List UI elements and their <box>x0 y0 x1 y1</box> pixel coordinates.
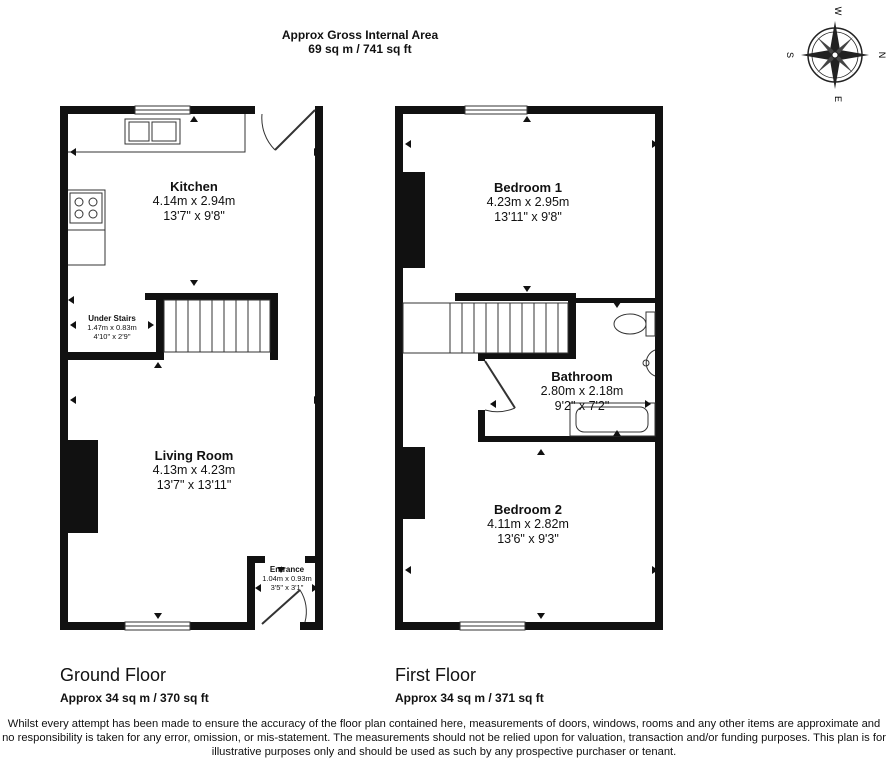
room-metric: 4.14m x 2.94m <box>152 194 236 208</box>
compass-letter-w: W <box>833 6 843 16</box>
first-floor-area: Approx 34 sq m / 371 sq ft <box>395 691 544 705</box>
room-imperial: 13'11" x 9'8" <box>494 210 562 224</box>
room-imperial: 13'6" x 9'3" <box>497 532 559 546</box>
compass-letter-s: S <box>785 51 795 59</box>
room-name: Bedroom 1 <box>494 180 562 195</box>
room-label-kitchen <box>134 179 254 224</box>
room-imperial: 13'7" x 9'8" <box>163 209 225 223</box>
compass-letter-e: E <box>833 95 843 103</box>
room-name: Entrance <box>269 565 305 574</box>
room-name: Kitchen <box>170 179 218 194</box>
gross-area-value: 69 sq m / 741 sq ft <box>308 42 412 56</box>
room-label-under-stairs <box>74 314 150 341</box>
ground-floor-label: Ground Floor <box>60 665 167 685</box>
room-metric: 4.23m x 2.95m <box>486 195 570 209</box>
room-label-living-room <box>126 448 262 493</box>
room-metric: 2.80m x 2.18m <box>540 384 624 398</box>
disclaimer-text: Whilst every attempt has been made to ensure the accuracy of the floor plan contained here, measurements of doors, windows, rooms and any other items are approximate and no responsibility is taken for any error, omission, or mis-statement. The measurements should not be relied upon for valuation, transaction and/or funding purposes. This plan is for illustrative purposes only and should be used as such by any prospective purchaser or tenant. <box>2 718 886 758</box>
room-metric: 1.47m x 0.83m <box>87 323 137 332</box>
compass-letter-n: N <box>877 51 887 59</box>
room-metric: 1.04m x 0.93m <box>262 574 312 583</box>
room-name: Under Stairs <box>88 314 136 323</box>
room-imperial: 9'2" x 7'2" <box>554 399 610 413</box>
room-name: Living Room <box>154 448 234 463</box>
first-floor-label: First Floor <box>395 665 476 685</box>
room-metric: 4.13m x 4.23m <box>152 463 236 477</box>
room-label-bathroom <box>527 369 637 414</box>
room-name: Bedroom 2 <box>494 502 562 517</box>
room-label-bedroom-2 <box>468 502 588 547</box>
room-imperial: 13'7" x 13'11" <box>156 478 232 492</box>
compass-rose-icon <box>801 21 869 89</box>
room-imperial: 4'10" x 2'9" <box>93 332 131 341</box>
ground-floor-area: Approx 34 sq m / 370 sq ft <box>60 691 209 705</box>
gross-area-title: Approx Gross Internal Area <box>281 28 439 42</box>
room-imperial: 3'5" x 3'1" <box>270 583 304 592</box>
room-metric: 4.11m x 2.82m <box>487 517 569 531</box>
room-name: Bathroom <box>551 369 613 384</box>
room-label-bedroom-1 <box>465 180 591 225</box>
room-label-entrance <box>254 565 320 592</box>
